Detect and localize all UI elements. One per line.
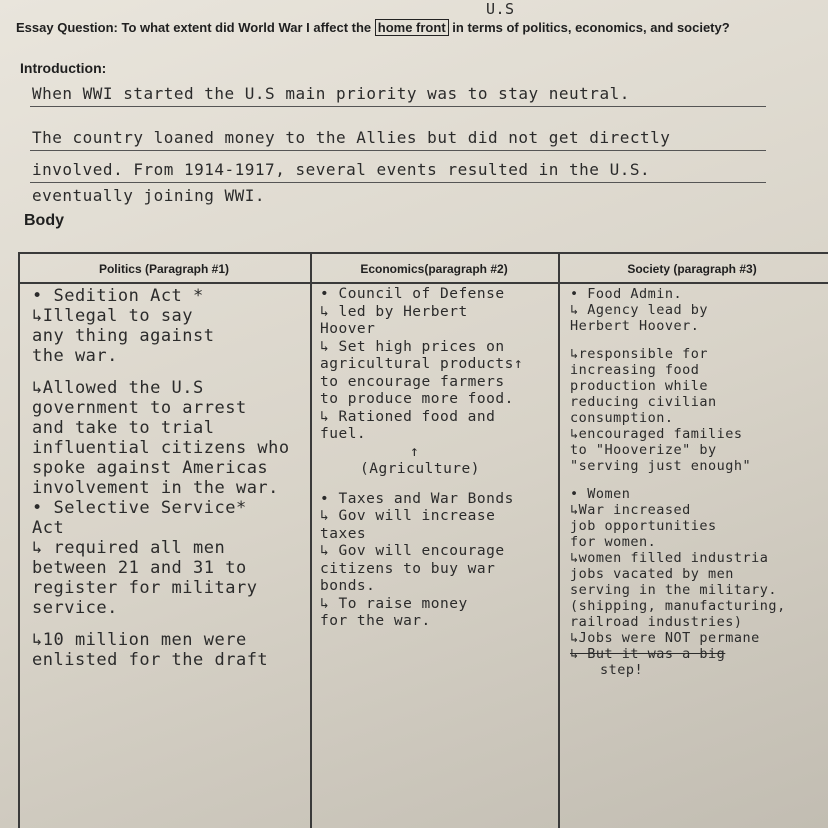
note-line: ↳responsible for <box>570 346 709 362</box>
writing-rule <box>30 106 766 107</box>
note-line: agricultural products↑ <box>320 356 524 372</box>
note-line: ↳Illegal to say <box>32 306 194 326</box>
header-society: Society (paragraph #3) <box>627 262 757 276</box>
note-line: serving in the military. <box>570 582 778 598</box>
society-notes <box>570 286 826 678</box>
note-line: ↳10 million men were <box>32 630 247 650</box>
note-line: (shipping, manufacturing, <box>570 598 786 614</box>
body-label: Body <box>24 212 64 229</box>
note-line: • Food Admin. <box>570 286 683 302</box>
note-line: job opportunities <box>570 518 717 534</box>
note-line: to "Hooverize" by <box>570 442 717 458</box>
note-line: production while <box>570 378 709 394</box>
note-line: Act <box>32 518 65 538</box>
note-line: ↳ required all men <box>32 538 226 558</box>
note-line: ↳Jobs were NOT permane <box>570 630 760 646</box>
intro-line-1: When WWI started the U.S main priority was to stay neutral. <box>32 84 630 103</box>
note-line: the war. <box>32 346 118 366</box>
note-line: consumption. <box>570 410 674 426</box>
outline-table <box>18 252 826 828</box>
note-line: step! <box>600 662 644 678</box>
note-line: • Taxes and War Bonds <box>320 490 514 507</box>
note-line: • Council of Defense <box>320 286 505 302</box>
economics-notes <box>320 286 555 631</box>
note-line: service. <box>32 598 118 618</box>
note-line: government to arrest <box>32 398 247 418</box>
note-line: • Sedition Act * <box>32 286 204 306</box>
note-line: • Selective Service* <box>32 498 247 518</box>
note-line: ↳ Rationed food and <box>320 408 496 425</box>
note-line: and take to trial <box>32 418 215 438</box>
writing-rule <box>30 150 766 151</box>
note-line: ↳ Gov will encourage <box>320 543 505 559</box>
question-suffix: in terms of politics, economics, and society? <box>452 20 730 35</box>
header-economics: Economics(paragraph #2) <box>360 262 508 276</box>
essay-question <box>16 20 806 35</box>
note-line: enlisted for the draft <box>32 650 269 670</box>
politics-notes <box>32 286 312 670</box>
note-line: railroad industries) <box>570 614 743 630</box>
note-line: register for military <box>32 578 258 598</box>
intro-line-2: The country loaned money to the Allies but did not get directly <box>32 128 671 147</box>
note-line: ↳encouraged families <box>570 426 743 442</box>
question-boxed-term: home front <box>375 19 449 36</box>
note-line: spoke against Americas <box>32 458 269 478</box>
note-line: bonds. <box>320 578 376 594</box>
note-line: citizens to buy war <box>320 560 496 577</box>
note-line: Herbert Hoover. <box>570 318 700 334</box>
note-line: jobs vacated by men <box>570 566 734 582</box>
note-line: to produce more food. <box>320 391 514 407</box>
note-line: ↳War increased <box>570 502 691 518</box>
note-line: ↳Allowed the U.S <box>32 378 204 398</box>
note-line: ↑ <box>410 443 420 460</box>
note-line: taxes <box>320 525 367 542</box>
note-line: (Agriculture) <box>360 461 480 477</box>
note-line: ↳ Gov will increase <box>320 508 496 524</box>
note-line: to encourage farmers <box>320 373 505 390</box>
table-top-border <box>18 252 828 254</box>
note-line: involvement in the war. <box>32 478 279 498</box>
table-left-border <box>18 252 20 828</box>
intro-line-4: eventually joining WWI. <box>32 186 266 205</box>
column-divider <box>558 252 560 828</box>
note-line: ↳women filled industria <box>570 550 769 566</box>
table-header-divider <box>18 282 828 284</box>
note-line: increasing food <box>570 362 700 378</box>
header-politics: Politics (Paragraph #1) <box>98 262 230 276</box>
note-line: between 21 and 31 to <box>32 558 247 578</box>
note-line: ↳ But it was a big <box>570 646 726 662</box>
question-prefix: Essay Question: To what extent did World War I affect the <box>16 20 372 35</box>
note-line: for the war. <box>320 613 431 629</box>
note-line: influential citizens who <box>32 438 290 458</box>
note-line: for women. <box>570 534 657 550</box>
introduction-label: Introduction: <box>20 60 107 76</box>
intro-line-3: involved. From 1914-1917, several events resulted in the U.S. <box>32 160 651 179</box>
note-line: ↳ led by Herbert <box>320 303 468 320</box>
us-annotation: U.S <box>486 0 515 18</box>
note-line: ↳ Agency lead by <box>570 302 709 318</box>
note-line: "serving just enough" <box>570 458 752 474</box>
note-line: Hoover <box>320 321 376 337</box>
note-line: any thing against <box>32 326 215 346</box>
note-line: fuel. <box>320 426 367 442</box>
note-line: ↳ To raise money <box>320 595 468 612</box>
note-line: ↳ Set high prices on <box>320 338 505 355</box>
writing-rule <box>30 182 766 183</box>
note-line: reducing civilian <box>570 394 717 410</box>
note-line: • Women <box>570 486 631 502</box>
